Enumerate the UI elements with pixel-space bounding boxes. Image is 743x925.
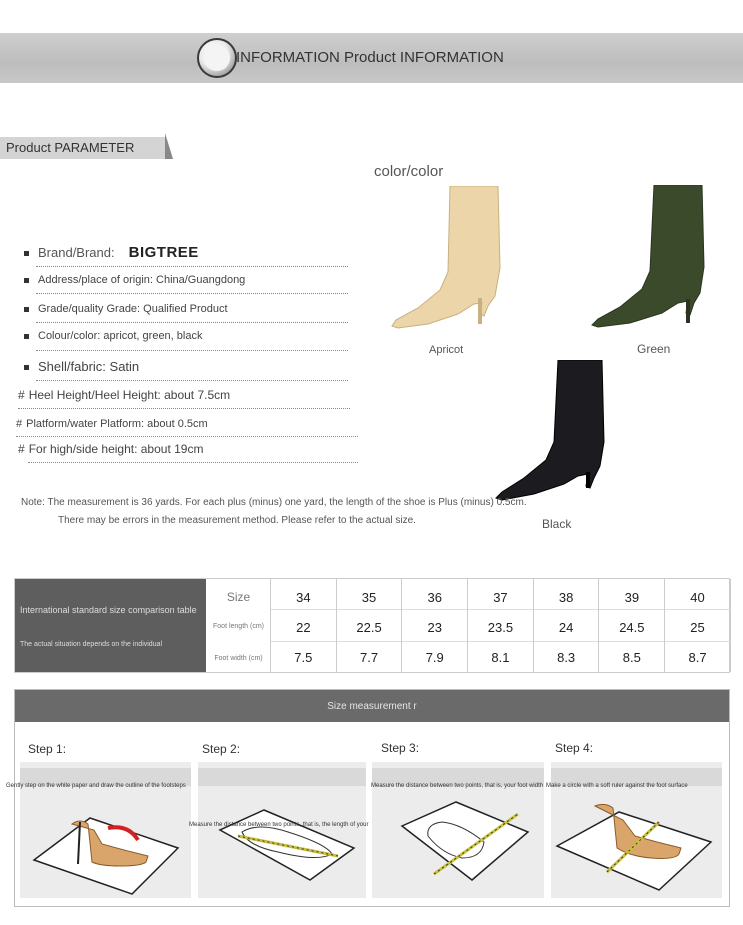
foot-length-cell: 25 [690,620,705,635]
size-column [600,579,666,672]
note-line-2: There may be errors in the measurement method. Please refer to the actual size. [58,515,416,526]
step-2-caption: Measure the distance between two points, that is, the length of your [189,822,369,828]
foot-width-cell: 8.3 [557,650,576,665]
color-title: color/color [374,163,444,180]
param-high-side: # For high/side height: about 19cm [18,442,204,456]
foot-width-cell: 7.7 [359,650,379,665]
bullet-icon [24,278,29,283]
step-3-caption: Measure the distance between two points, that is, your foot width [371,783,544,789]
size-table-row-headers [206,579,271,672]
param-fabric: Shell/fabric: Satin [24,359,139,374]
measurement-title: Size measurement r [327,701,417,712]
boot-apricot [388,186,508,339]
row-header-size: Size [226,590,251,604]
step-2-label: Step 2: [202,742,241,756]
banner-title: INFORMATION Product INFORMATION [236,49,504,66]
size-cell: 39 [624,590,640,605]
foot-width-cell: 7.9 [425,650,444,665]
parameter-tab-label: Product PARAMETER [6,140,135,155]
size-table [14,578,730,673]
param-platform: # Platform/water Platform: about 0.5cm [16,418,208,430]
foot-width-cell: 7.5 [294,650,313,665]
step-2-illustration [198,762,366,898]
row-header-foot-width: Foot width (cm) [214,655,263,662]
size-column [271,579,337,672]
length-ruler-icon [198,762,366,898]
bullet-icon [24,365,29,370]
info-banner [0,33,743,83]
foot-length-cell: 24 [558,620,574,635]
size-cell: 35 [361,590,377,605]
size-table-caption [15,579,206,672]
size-cell: 36 [427,590,442,605]
bullet-icon [24,251,29,256]
note-line-1: Note: The measurement is 36 yards. For each plus (minus) one yard, the length of the shoe is Plus (minus) 0.5cm. [21,497,527,508]
param-grade: Grade/quality Grade: Qualified Product [24,303,228,315]
step-4-label: Step 4: [555,741,594,755]
size-column [337,579,403,672]
circle-ornament-icon [197,38,237,78]
foot-width-cell: 8.7 [688,650,707,665]
row-header-foot-length: Foot length (cm) [213,623,264,630]
size-column [665,579,731,672]
foot-length-cell: 22 [296,620,311,635]
foot-length-cell: 24.5 [619,620,645,635]
param-colour: Colour/color: apricot, green, black [24,330,202,342]
size-column [468,579,534,672]
foot-width-cell: 8.5 [622,650,641,665]
brand-value: BIGTREE [128,244,199,261]
foot-length-cell: 22.5 [356,620,382,635]
boot-black [494,360,614,513]
step-1-label: Step 1: [28,742,67,756]
label-black: Black [542,517,572,531]
param-origin: Address/place of origin: China/Guangdong [24,274,245,286]
foot-length-cell: 23 [427,620,442,635]
measurement-header [15,690,729,722]
size-cell: 34 [296,590,311,605]
apricot-boot-icon [388,186,508,334]
bullet-icon [24,307,29,312]
size-cell: 40 [690,590,705,605]
size-table-title: International standard size comparison table [20,605,197,615]
param-heel: # Heel Height/Heel Height: about 7.5cm [18,388,231,402]
brand-label: Brand/Brand: [38,245,115,260]
foot-width-cell: 8.1 [491,650,510,665]
black-boot-icon [494,360,614,508]
size-cell: 38 [558,590,574,605]
label-green: Green [637,342,671,356]
step-1-caption: Gently step on the white paper and draw the outline of the footsteps [6,783,186,789]
label-apricot: Apricot [429,344,464,356]
step-3-label: Step 3: [381,741,420,755]
bullet-icon [24,334,29,339]
boot-green [590,185,710,338]
param-brand [24,244,199,261]
size-column [534,579,600,672]
parameter-tab [0,133,172,159]
green-boot-icon [590,185,710,333]
size-table-subtitle: The actual situation depends on the individual [20,641,163,648]
foot-length-cell: 23.5 [487,620,514,635]
size-column [402,579,468,672]
step-4-caption: Make a circle with a soft ruler against the foot surface [546,783,688,789]
size-cell: 37 [493,590,508,605]
